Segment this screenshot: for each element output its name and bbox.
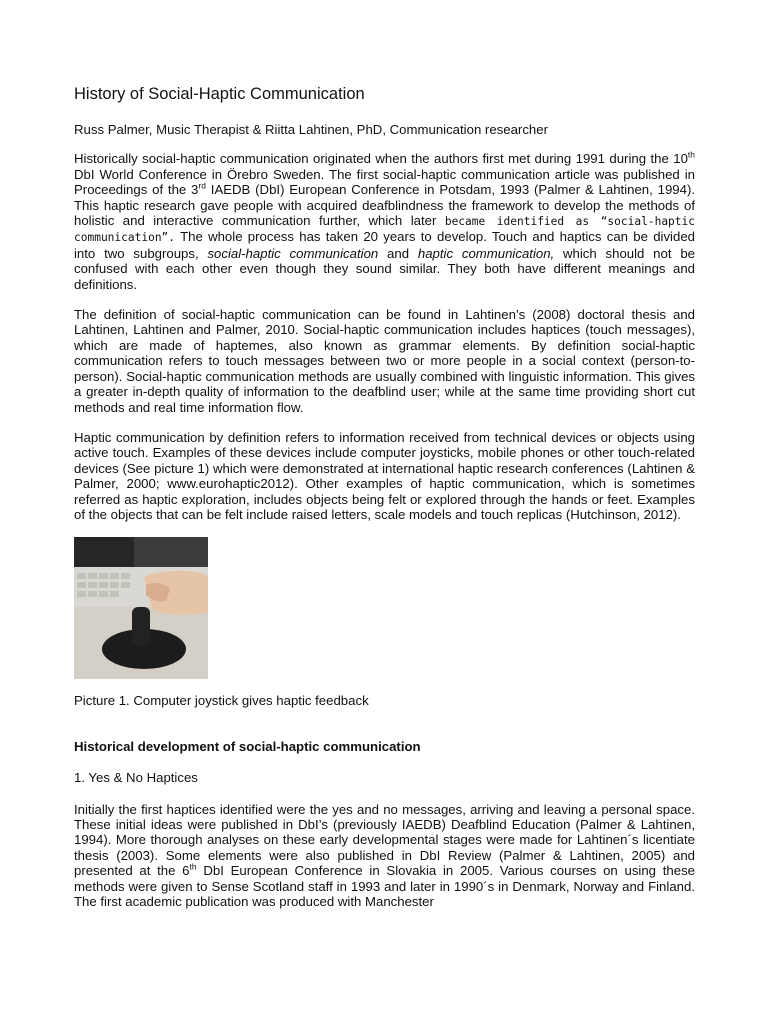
document-title: History of Social-Haptic Communication — [74, 85, 365, 103]
superscript: th — [189, 861, 197, 872]
text-run: which should not be confused with each other even though they sound similar. They both have different meanings and definitions. — [74, 245, 695, 292]
superscript: rd — [198, 180, 206, 191]
italic-term: haptic communication, — [417, 245, 555, 261]
superscript: th — [687, 150, 695, 161]
text-run: Historically social-haptic communication originated when the authors first met during 1991 during the 10 — [74, 151, 688, 167]
text-run-mono: became identified as “social-haptic communication”. — [74, 215, 695, 245]
figure-caption: Picture 1. Computer joystick gives haptic feedback — [74, 693, 369, 709]
paragraph-origin — [74, 151, 695, 292]
italic-term: social-haptic communication — [207, 245, 379, 261]
joystick-photo — [74, 537, 695, 679]
paragraph-yes-no — [74, 802, 695, 910]
paragraph-definition: The definition of social-haptic communication can be found in Lahtinen’s (2008) doctoral thesis and Lahtinen, Lahtinen and Palmer, 2010. Social-haptic communication includes haptices (touch messages), which are made of haptemes, also known as grammar elements. By definition social-haptic communication refers to touch messages between two or more people in a social context (person-to-person). Social-haptic communication methods are usually combined with linguistic information. This gives a greater in-depth quality of information to the deafblind user; while at the same time providing short cut methods and real time information flow. — [74, 307, 695, 415]
author-line: Russ Palmer, Music Therapist & Riitta Lahtinen, PhD, Communication researcher — [74, 122, 548, 137]
paragraph-haptic: Haptic communication by definition refers to information received from technical devices or objects using active touch. Examples of these devices include computer joysticks, mobile phones or other touch-related devices (See picture 1) which were demonstrated at international haptic research conferences (Lahtinen & Palmer, 2000; www.eurohaptic2012). Other examples of haptic communication, which is sometimes referred as haptic exploration, includes objects being felt or explored through the hands or feet. Examples of the objects that can be felt include raised letters, scale models and touch replicas (Hutchinson, 2012). — [74, 429, 695, 522]
text-run: Initially the first haptices identified were the yes and no messages, arriving and leaving a personal space. These initial ideas were published in DbI’s (previously IAEDB) Deafblind Education (Palmer & Lahtinen, 1994). More thorough analyses on these early developmental stages were made for Lahtinen´s licentiate thesis (2003). Some elements were also published in DbI Review (Palmer & Lahtinen, 2005) and presented at the 6 — [74, 801, 695, 879]
section-heading: Historical development of social-haptic communication — [74, 738, 421, 754]
text-run: DbI World Conference in Örebro Sweden. The first social-haptic communication article was published in Proceedings of the 3 — [74, 166, 695, 198]
text-run: DbI European Conference in Slovakia in 2005. Various courses on using these methods were given to Sense Scotland staff in 1993 and later in 1990´s in Denmark, Norway and Finland. The first academic publication was produced with Manchester — [74, 863, 695, 909]
text-run: The whole process has taken 20 years to develop. Touch and haptics can be divided into two subgroups, — [74, 229, 695, 261]
subsection-heading: 1. Yes & No Haptices — [74, 770, 198, 786]
text-run: and — [378, 245, 418, 261]
document-page — [74, 84, 695, 924]
text-run: IAEDB (DbI) European Conference in Potsdam, 1993 (Palmer & Lahtinen, 1994). This haptic research gave people with acquired deafblindness the framework to develop the methods of holistic and interactive communication further, which later — [74, 182, 696, 229]
